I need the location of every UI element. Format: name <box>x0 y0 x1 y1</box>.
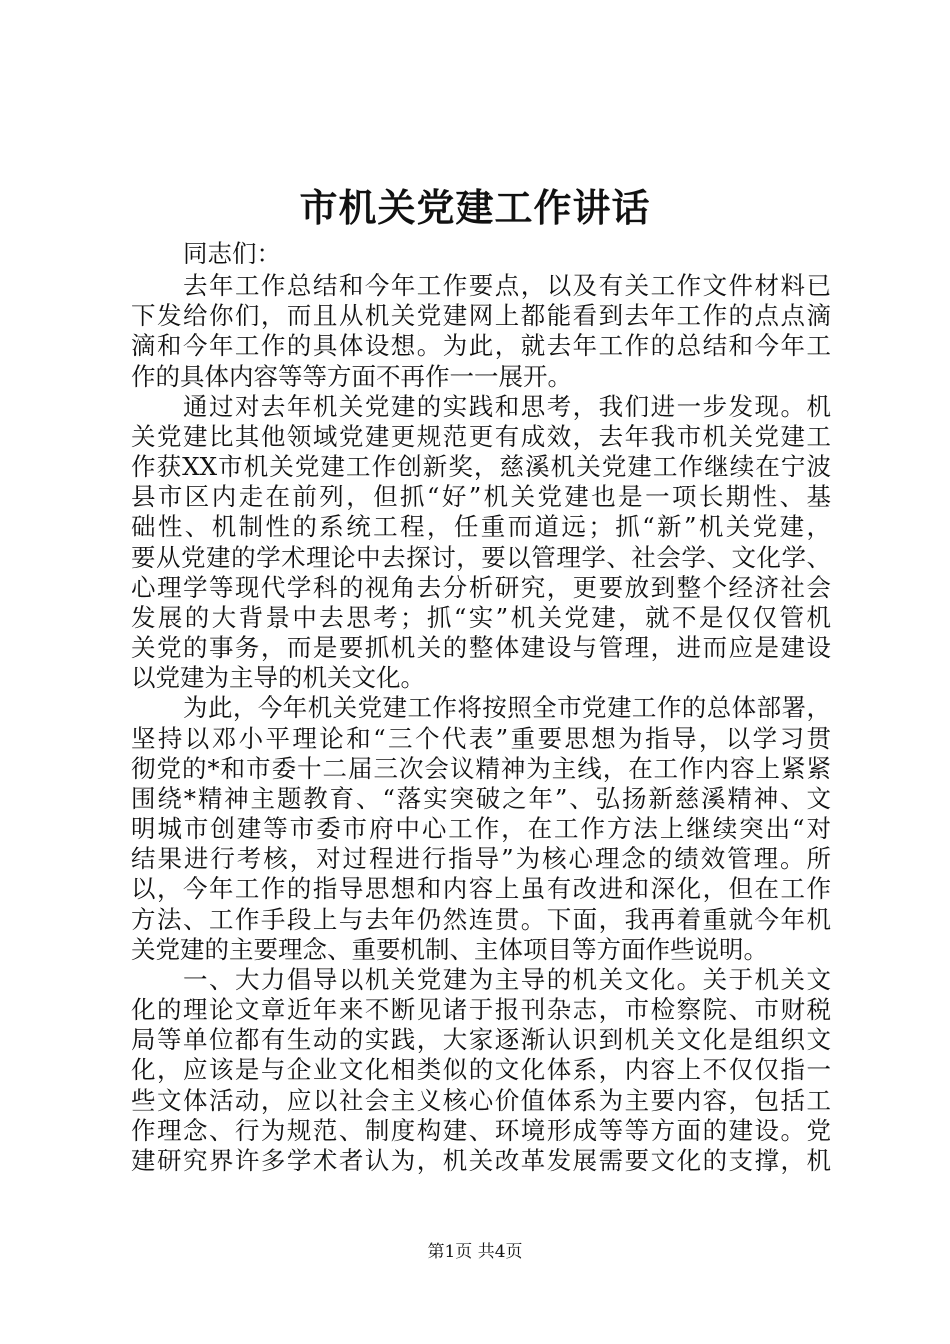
text-line: 关党的事务，而是要抓机关的整体建设与管理，进而应是建设 <box>131 633 831 662</box>
text-line: 础性、机制性的系统工程，任重而道远；抓“新”机关党建， <box>131 512 831 541</box>
text-line: 明城市创建等市委市府中心工作，在工作方法上继续突出“对 <box>131 814 831 843</box>
text-line: 作获XX市机关党建工作创新奖，慈溪机关党建工作继续在宁波 <box>131 452 831 481</box>
text-line: 建研究界许多学术者认为，机关改革发展需要文化的支撑，机 <box>131 1146 831 1175</box>
text-line: 通过对去年机关党建的实践和思考，我们进一步发现。机 <box>183 392 831 421</box>
text-line: 为此，今年机关党建工作将按照全市党建工作的总体部署， <box>183 693 831 722</box>
text-line: 县市区内走在前列，但抓“好”机关党建也是一项长期性、基 <box>131 482 831 511</box>
document-title: 市机关党建工作讲话 <box>299 185 651 230</box>
text-line: 去年工作总结和今年工作要点，以及有关工作文件材料已 <box>183 271 831 300</box>
text-line: 彻党的*和市委十二届三次会议精神为主线，在工作内容上紧紧 <box>131 754 831 783</box>
text-line: 关党建比其他领域党建更规范更有成效，去年我市机关党建工 <box>131 422 831 451</box>
text-line: 关党建的主要理念、重要机制、主体项目等方面作些说明。 <box>131 935 768 964</box>
text-line: 以党建为主导的机关文化。 <box>131 663 425 692</box>
text-line: 坚持以邓小平理论和“三个代表”重要思想为指导，以学习贯 <box>131 724 831 753</box>
page-number: 第1页 共4页 <box>427 1242 523 1262</box>
text-line: 局等单位都有生动的实践，大家逐渐认识到机关文化是组织文 <box>131 1025 831 1054</box>
text-line: 要从党建的学术理论中去探讨，要以管理学、社会学、文化学、 <box>131 543 831 572</box>
text-line: 以，今年工作的指导思想和内容上虽有改进和深化，但在工作 <box>131 874 831 903</box>
text-line: 作的具体内容等等方面不再作一一展开。 <box>131 362 572 391</box>
text-line: 围绕*精神主题教育、“落实突破之年”、弘扬新慈溪精神、文 <box>131 784 831 813</box>
text-line: 些文体活动，应以社会主义核心价值体系为主要内容，包括工 <box>131 1086 831 1115</box>
text-line: 方法、工作手段上与去年仍然连贯。下面，我再着重就今年机 <box>131 905 831 934</box>
text-line: 结果进行考核，对过程进行指导”为核心理念的绩效管理。所 <box>131 844 831 873</box>
text-line: 化，应该是与企业文化相类似的文化体系，内容上不仅仅指一 <box>131 1055 831 1084</box>
text-line: 发展的大背景中去思考；抓“实”机关党建，就不是仅仅管机 <box>131 603 831 632</box>
salutation: 同志们： <box>183 239 281 268</box>
text-line: 一、大力倡导以机关党建为主导的机关文化。关于机关文 <box>183 965 831 994</box>
text-line: 化的理论文章近年来不断见诸于报刊杂志，市检察院、市财税 <box>131 995 831 1024</box>
text-line: 滴和今年工作的具体设想。为此，就去年工作的总结和今年工 <box>131 331 831 360</box>
text-line: 作理念、行为规范、制度构建、环境形成等等方面的建设。党 <box>131 1116 831 1145</box>
text-line: 心理学等现代学科的视角去分析研究，更要放到整个经济社会 <box>131 573 831 602</box>
text-line: 下发给你们，而且从机关党建网上都能看到去年工作的点点滴 <box>131 301 831 330</box>
